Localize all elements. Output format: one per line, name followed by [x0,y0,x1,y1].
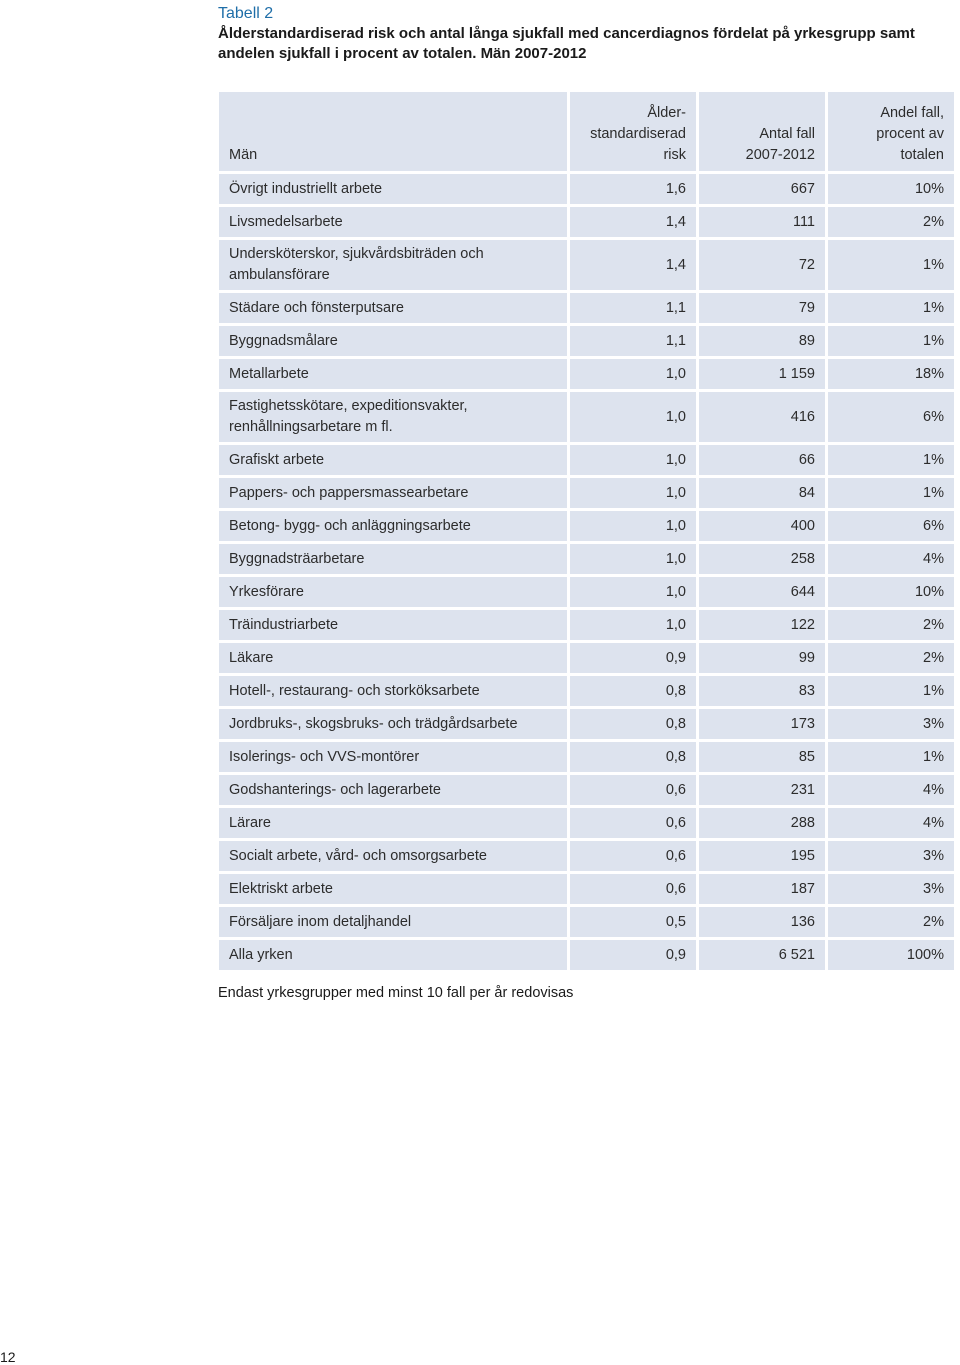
cell-risk: 1,1 [570,326,696,356]
table-row [219,174,954,204]
cell-group: Övrigt industriellt arbete [219,174,567,204]
cell-cases: 72 [699,240,825,290]
cell-cases: 667 [699,174,825,204]
cell-risk: 1,0 [570,577,696,607]
cell-share: 2% [828,610,954,640]
cell-risk: 0,9 [570,940,696,970]
cell-share: 18% [828,359,954,389]
cell-share: 3% [828,841,954,871]
cell-group: Undersköterskor, sjukvårdsbiträden och ambulansförare [219,240,567,290]
cell-risk: 0,9 [570,643,696,673]
cell-risk: 1,0 [570,544,696,574]
table-row [219,445,954,475]
cell-risk: 1,4 [570,207,696,237]
column-header-risk: Ålder- standardiserad risk [570,92,696,171]
table-row [219,392,954,442]
cell-cases: 99 [699,643,825,673]
cell-cases: 66 [699,445,825,475]
cell-group: Städare och fönsterputsare [219,293,567,323]
cell-group: Betong- bygg- och anläggningsarbete [219,511,567,541]
column-header-cases: Antal fall 2007-2012 [699,92,825,171]
cell-group: Försäljare inom detaljhandel [219,907,567,937]
cell-share: 4% [828,775,954,805]
cell-risk: 0,6 [570,808,696,838]
table-row [219,359,954,389]
cell-cases: 187 [699,874,825,904]
column-header-share: Andel fall, procent av totalen [828,92,954,171]
table-row [219,478,954,508]
cell-cases: 231 [699,775,825,805]
cell-share: 1% [828,676,954,706]
cell-cases: 644 [699,577,825,607]
footnote: Endast yrkesgrupper med minst 10 fall per år redovisas [218,985,574,1001]
cell-cases: 258 [699,544,825,574]
cell-group: Grafiskt arbete [219,445,567,475]
cell-share: 100% [828,940,954,970]
table-label: Tabell 2 [218,5,274,22]
cell-cases: 1 159 [699,359,825,389]
cell-group: Elektriskt arbete [219,874,567,904]
cell-group: Pappers- och pappersmassearbetare [219,478,567,508]
cell-cases: 195 [699,841,825,871]
cell-risk: 1,0 [570,478,696,508]
table-row [219,293,954,323]
cell-group: Metallarbete [219,359,567,389]
table-row [219,874,954,904]
cell-share: 10% [828,174,954,204]
cell-share: 2% [828,643,954,673]
cell-risk: 0,8 [570,709,696,739]
cell-group: Livsmedelsarbete [219,207,567,237]
cell-cases: 89 [699,326,825,356]
table-row [219,709,954,739]
cell-risk: 1,0 [570,610,696,640]
table-row [219,775,954,805]
cell-risk: 0,8 [570,742,696,772]
table-row [219,940,954,970]
cell-cases: 83 [699,676,825,706]
table-row [219,544,954,574]
cell-risk: 0,8 [570,676,696,706]
cell-group: Träindustriarbete [219,610,567,640]
cell-risk: 1,0 [570,359,696,389]
cell-share: 3% [828,874,954,904]
cell-risk: 1,6 [570,174,696,204]
cell-group: Lärare [219,808,567,838]
column-header-group: Män [219,92,567,171]
cell-share: 4% [828,544,954,574]
table-row [219,841,954,871]
cell-cases: 173 [699,709,825,739]
cell-group: Hotell-, restaurang- och storköksarbete [219,676,567,706]
cell-share: 6% [828,511,954,541]
cell-risk: 1,1 [570,293,696,323]
table-row [219,207,954,237]
cell-share: 1% [828,478,954,508]
table-row [219,511,954,541]
table-row [219,643,954,673]
cell-risk: 1,4 [570,240,696,290]
table-row [219,742,954,772]
cell-cases: 79 [699,293,825,323]
cell-share: 4% [828,808,954,838]
cell-share: 1% [828,240,954,290]
table-row [219,907,954,937]
cell-group: Yrkesförare [219,577,567,607]
cell-risk: 1,0 [570,445,696,475]
cell-risk: 1,0 [570,511,696,541]
table-row [219,610,954,640]
cell-risk: 0,6 [570,874,696,904]
cell-group: Fastighetsskötare, expeditionsvakter, renhållningsarbetare m fl. [219,392,567,442]
cell-share: 2% [828,207,954,237]
table-row [219,240,954,290]
table-row [219,326,954,356]
cell-group: Isolerings- och VVS-montörer [219,742,567,772]
table-row [219,676,954,706]
page-number: 12 [0,1349,16,1365]
cell-share: 2% [828,907,954,937]
cell-group: Alla yrken [219,940,567,970]
table-header-row [219,92,954,171]
cell-cases: 288 [699,808,825,838]
cell-group: Socialt arbete, vård- och omsorgsarbete [219,841,567,871]
cell-share: 1% [828,445,954,475]
cell-share: 10% [828,577,954,607]
cell-cases: 84 [699,478,825,508]
table-row [219,577,954,607]
cell-share: 1% [828,326,954,356]
cell-cases: 111 [699,207,825,237]
cell-group: Byggnadsmålare [219,326,567,356]
cell-cases: 6 521 [699,940,825,970]
cell-cases: 136 [699,907,825,937]
cell-cases: 85 [699,742,825,772]
cell-share: 6% [828,392,954,442]
cell-share: 3% [828,709,954,739]
cell-risk: 0,5 [570,907,696,937]
cell-cases: 122 [699,610,825,640]
cell-cases: 416 [699,392,825,442]
cell-share: 1% [828,293,954,323]
table-row [219,808,954,838]
cell-group: Jordbruks-, skogsbruks- och trädgårdsarbete [219,709,567,739]
cell-group: Byggnadsträarbetare [219,544,567,574]
cell-risk: 0,6 [570,775,696,805]
cell-group: Läkare [219,643,567,673]
table-title: Ålderstandardiserad risk och antal långa sjukfall med cancerdiagnos fördelat på yrkesgrupp samt andelen sjukfall i procent av totalen. Män 2007-2012 [218,25,915,62]
data-table [216,89,957,973]
cell-share: 1% [828,742,954,772]
cell-risk: 0,6 [570,841,696,871]
cell-risk: 1,0 [570,392,696,442]
cell-cases: 400 [699,511,825,541]
cell-group: Godshanterings- och lagerarbete [219,775,567,805]
